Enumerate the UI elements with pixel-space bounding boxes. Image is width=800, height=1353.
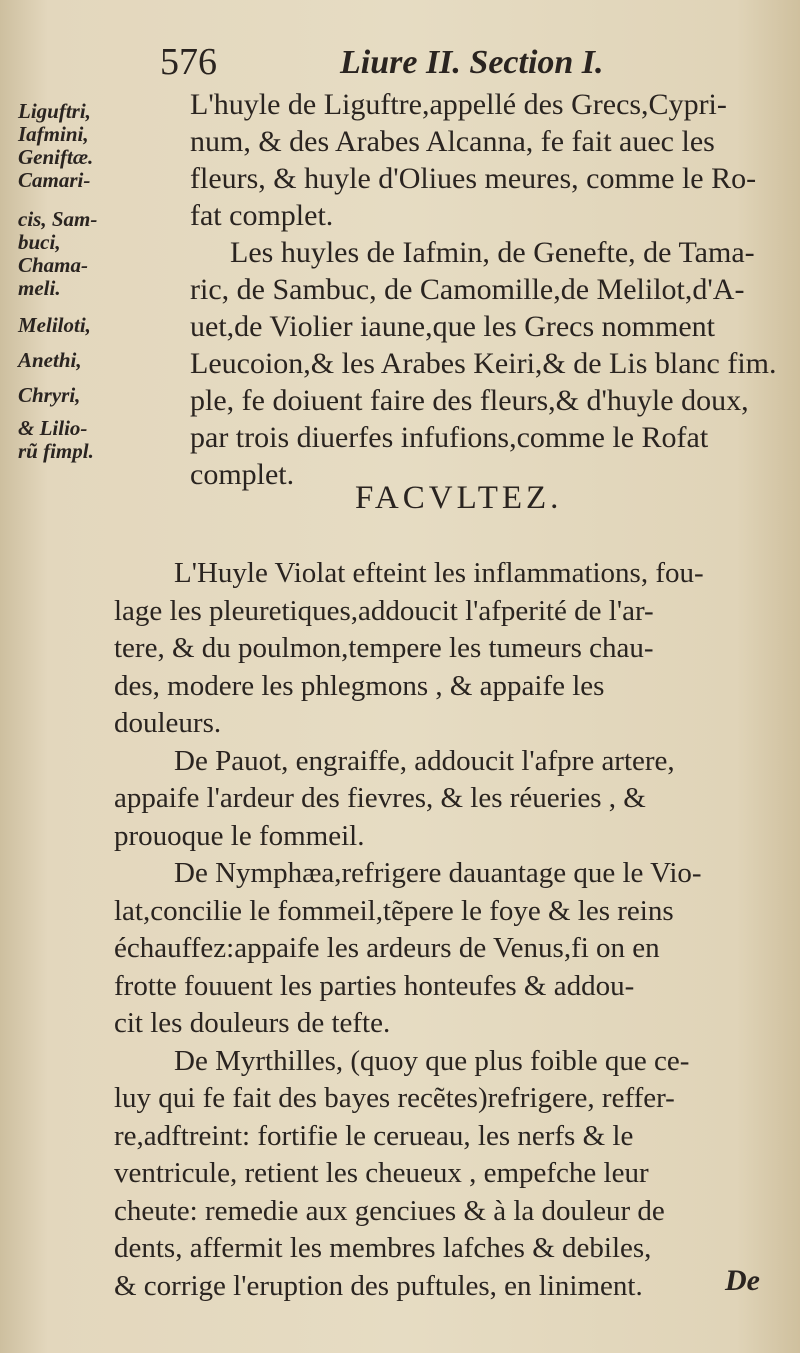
text-line: douleurs.: [114, 707, 222, 739]
page-header: [160, 40, 740, 90]
text-line: échauffez:appaife les ardeurs de Venus,fi on en: [114, 932, 660, 964]
text-line: complet.: [190, 458, 295, 491]
text-line: par trois diuerfes infufions,comme le Rofat: [190, 421, 709, 454]
text-line: tere, & du poulmon,tempere les tumeurs chau-: [114, 632, 654, 664]
text-line: luy qui fe fait des bayes recẽtes)refrigere, reffer-: [114, 1082, 675, 1114]
margin-notes: [18, 100, 158, 463]
margin-note: Chryri,: [18, 383, 81, 407]
text-line: dents, affermit les membres lafches & debiles,: [114, 1232, 652, 1264]
paragraph-pauot: [114, 743, 778, 856]
text-line: uet,de Violier iaune,que les Grecs nomment: [190, 310, 715, 343]
text-line: num, & des Arabes Alcanna, fe fait auec les: [190, 125, 715, 158]
margin-note: Geniftæ.: [18, 145, 94, 169]
text-line: lage les pleuretiques,addoucit l'afperité de l'ar-: [114, 594, 654, 627]
text-line: L'huyle de Liguftre,appellé des Grecs,Cypri-: [190, 88, 727, 121]
text-line: ric, de Sambuc, de Camomille,de Melilot,d'A-: [190, 273, 745, 306]
margin-note: buci,: [18, 230, 61, 254]
text-line: des, modere les phlegmons , & appaife les: [114, 669, 605, 702]
margin-note: Camari-: [18, 168, 91, 192]
catchword: De: [725, 1264, 760, 1297]
text-line: Les huyles de Iafmin, de Genefte, de Tama-: [230, 236, 755, 269]
paragraph-nymphaea: [114, 855, 778, 1043]
text-line: De Pauot, engraiffe, addoucit l'afpre artere,: [174, 744, 675, 777]
text-line: prouoque le fommeil.: [114, 819, 365, 852]
text-line: lat,concilie le fommeil,tẽpere le foye & les reins: [114, 894, 674, 927]
text-line: L'Huyle Violat efteint les inflammations, fou-: [174, 557, 704, 589]
faculties-section: [114, 555, 778, 1305]
margin-note: cis, Sam-: [18, 207, 98, 231]
margin-note: Iafmini,: [18, 122, 89, 146]
text-line: fat complet.: [190, 199, 334, 232]
margin-note: Chama-: [18, 253, 89, 277]
intro-text: [190, 86, 780, 493]
text-line: ventricule, retient les cheueux , empefche leur: [114, 1157, 649, 1189]
text-line: De Myrthilles, (quoy que plus foible que ce-: [174, 1044, 690, 1077]
text-line: cit les douleurs de tefte.: [114, 1007, 391, 1039]
text-line: re,adftreint: fortifie le cerueau, les nerfs & le: [114, 1119, 634, 1152]
paragraph-myrthilles: [114, 1043, 778, 1306]
text-line: De Nymphæa,refrigere dauantage que le Vio-: [174, 857, 702, 889]
section-title: FACVLTEZ.: [355, 480, 563, 516]
text-line: fleurs, & huyle d'Oliues meures, comme le Ro-: [190, 162, 757, 195]
paragraph-huyle-violat: [114, 555, 778, 743]
text-line: ple, fe doiuent faire des fleurs,& d'huyle doux,: [190, 384, 749, 417]
text-line: cheute: remedie aux genciues & à la douleur de: [114, 1194, 665, 1227]
margin-note: meli.: [18, 276, 61, 300]
text-line: Leucoion,& les Arabes Keiri,& de Lis blanc fim.: [190, 347, 777, 380]
text-line: & corrige l'eruption des puftules, en liniment.: [114, 1269, 643, 1302]
margin-note: Liguftri,: [18, 99, 91, 123]
running-title: Liure II. Section I.: [340, 44, 604, 81]
margin-note: & Lilio-: [18, 416, 88, 440]
margin-note: Anethi,: [18, 348, 82, 372]
margin-note: rũ fimpl.: [18, 439, 94, 463]
margin-note: Meliloti,: [18, 313, 91, 337]
page-number: 576: [160, 41, 217, 83]
text-line: appaife l'ardeur des fievres, & les réueries , &: [114, 782, 646, 814]
text-line: frotte fouuent les parties honteufes & addou-: [114, 969, 635, 1002]
